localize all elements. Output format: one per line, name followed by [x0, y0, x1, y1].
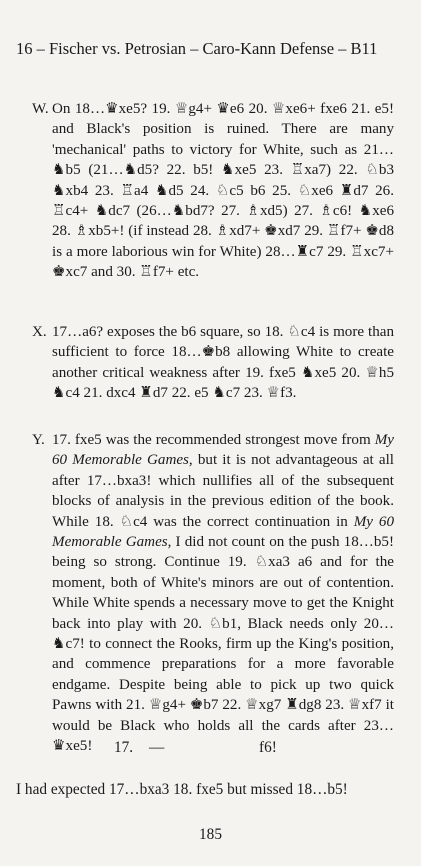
annotation-x [32, 322, 394, 404]
page-header: 16 – Fischer vs. Petrosian – Caro-Kann Defense – B11 [16, 39, 378, 58]
black-move: f6! [259, 739, 277, 756]
white-move: — [149, 739, 165, 756]
annotation-text: 17…a6? exposes the b6 square, so 18. ♘c4 is more than sufficient to force 18…♚b8 allowing White to create another critical weakness after 19. fxe5 ♞xe5 20. ♕h5 ♞c4 21. dxc4 ♜d7 22. e5 ♞c7 23. ♕f3. [52, 324, 394, 402]
annotation-text: 17. fxe5 was the recommended strongest move from My 60 Memorable Games, but it is not advantageous at all after 17…bxa3! which nullifies all of the subsequent blocks of analysis in the previous edition of the book. While 18. ♘c4 was the correct continuation in My 60 Memorable Games, I did not count on the push 18…b5! being so strong. Continue 19. ♘xa3 a6 and for the moment, both of White's minors are out of contention. While White spends a necessary move to get the Knight back into play with 20. ♘b1, Black needs only 20…♞c7! to connect the Rooks, firm up the King's position, and commence preparations for a more favorable endgame. Despite being able to pick up two quick Pawns with 21. ♕g4+ ♚b7 22. ♕xg7 ♜dg8 23. ♕xf7 it would be Black who holds all the cards after 23…♛xe5! [52, 432, 395, 755]
annotation-y [32, 430, 394, 757]
annotation-label: Y. [32, 432, 45, 448]
main-line-move [114, 739, 277, 757]
annotation-label: X. [32, 324, 47, 340]
move-number: 17. [114, 739, 134, 756]
commentary-text: I had expected 17…bxa3 18. fxe5 but missed 18…b5! [16, 781, 348, 798]
annotation-w [32, 99, 394, 283]
annotation-text: On 18…♛xe5? 19. ♕g4+ ♛e6 20. ♕xe6+ fxe6 21. e5! and Black's position is ruined. There are many 'mechanical' paths to victory for White, such as 21…♞b5 (21…♞d5? 22. b5! ♞xe5 23. ♖xa7) 22. ♘b3 ♞xb4 23. ♖a4 ♞d5 24. ♘c5 b6 25. ♘xe6 ♜d7 26. ♖c4+ ♞dc7 (26…♞bd7? 27. ♗xd5) 27. ♗c6! ♞xe6 28. ♗xb5+! (if instead 28. ♗xd7+ ♚xd7 29. ♖f7+ ♚d8 is a more laborious win for White) 28…♜c7 29. ♖xc7+ ♚xc7 and 30. ♖f7+ etc. [52, 101, 394, 281]
annotation-label: W. [32, 101, 49, 117]
page-number: 185 [199, 826, 222, 843]
